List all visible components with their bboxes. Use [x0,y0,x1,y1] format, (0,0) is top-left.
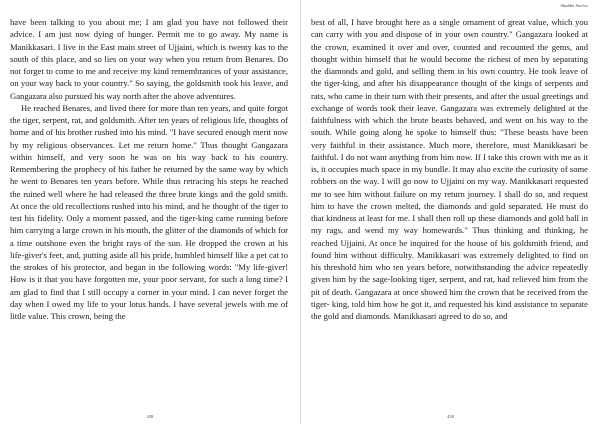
left-paragraph-2: He reached Benares, and lived there for more than ten years, and quite forgot the tiger, serpent, rat, and goldsmith. After ten years of religious life, thoughts of home and of his brother rushed into his mind. "I have secured enough merit now by my religious observances. Let me return home." Thus thought Gangazara within himself, and very soon he was on his way back to his country. Remembering the prophecy of his father he returned by the same way by which he went to Benares ten years before. While thus retracing his steps he reached the ruined well where he had released the three brute kings and the gold smith. At once the old recollections rushed into his mind, and he thought of the tiger to test his fidelity. Only a moment passed, and the tiger-king came running before him carrying a large crown in his mouth, the glitter of the diamonds of which for a time outshone even the bright rays of the sun. He dropped the crown at his life-giver's feet, and, putting aside all his pride, humbled himself like a pet cat to the strokes of his protector, and began in the following words: "My life-giver! How is it that you have forgotten me, your poor servant, for such a long time? I am glad to find that I still occupy a corner in your mind. I can never forget the day when I owed my life to your lotus hands. I have several jewels with me of little value. This crown, being the [10,102,288,321]
left-page-number: 438 [146,414,154,419]
right-page-body [311,16,588,322]
right-page [300,0,600,424]
left-page-body [10,16,288,322]
right-page-number: 439 [447,414,454,419]
left-paragraph-1: have been talking to you about me; I am glad you have not followed their advice. I am just now dying of hunger. Permit me to go away. My name is Manikkasari. I live in the East main street of Ujjaini, which is twenty kas to the south of this place, and so lies on your way when you return from Benares. Do not forget to come to me and receive my kind remembrances of your assistance, on your way back to your country." So saying, the goldsmith took his leave, and Gangazara also pursued his way north after the above adventures. [10,17,288,101]
running-header: Aladdin Stories [560,3,588,8]
right-paragraph-1: best of all, I have brought here as a single ornament of great value, which you can carry with you and dispose of in your own country." Gangazara looked at the crown, examined it over and over, counted and recounted the gems, and thought within himself that he would become the richest of men by separating the diamonds and gold, and selling them in his own country. He took leave of the tiger-king, and after his disappearance thought of the kings of serpents and rats, who came in their turn with their presents, and after the usual greetings and exchange of words took their leave. Gangazara was extremely delighted at the faithfulness with which the brute beasts behaved, and went on his way to the south. While going along he spoke to himself thus: "These beasts have been very faithful in their assistance. Much more, therefore, must Manikkasari be faithful. I do not want anything from him now. If I take this crown with me as it is, it occupies much space in my bundle. It may also excite the curiosity of some robbers on the way. I will go now to Ujjaini on my way. Manikkasari requested me to see him without failure on my return journey. I shall do so, and request him to have the crown melted, the diamonds and gold separated. He must do that kindness at least for me. I shall then roll up these diamonds and gold ball in my rags, and wend my way homewards." Thus thinking and thinking, he reached Ujjaini. At once he inquired for the house of his goldsmith friend, and found him without difficulty. Manikkasari was extremely delighted to find on his threshold him who ten years before, notwithstanding the advice repeatedly given him by the sage-looking tiger, serpent, and rat, had relieved him from the pit of death. Gangazara at once showed him the crown that he received from the tiger- king, told him how he got it, and requested his kind assistance to separate the gold and diamonds. Manikkasari agreed to do so, and [311,17,588,321]
